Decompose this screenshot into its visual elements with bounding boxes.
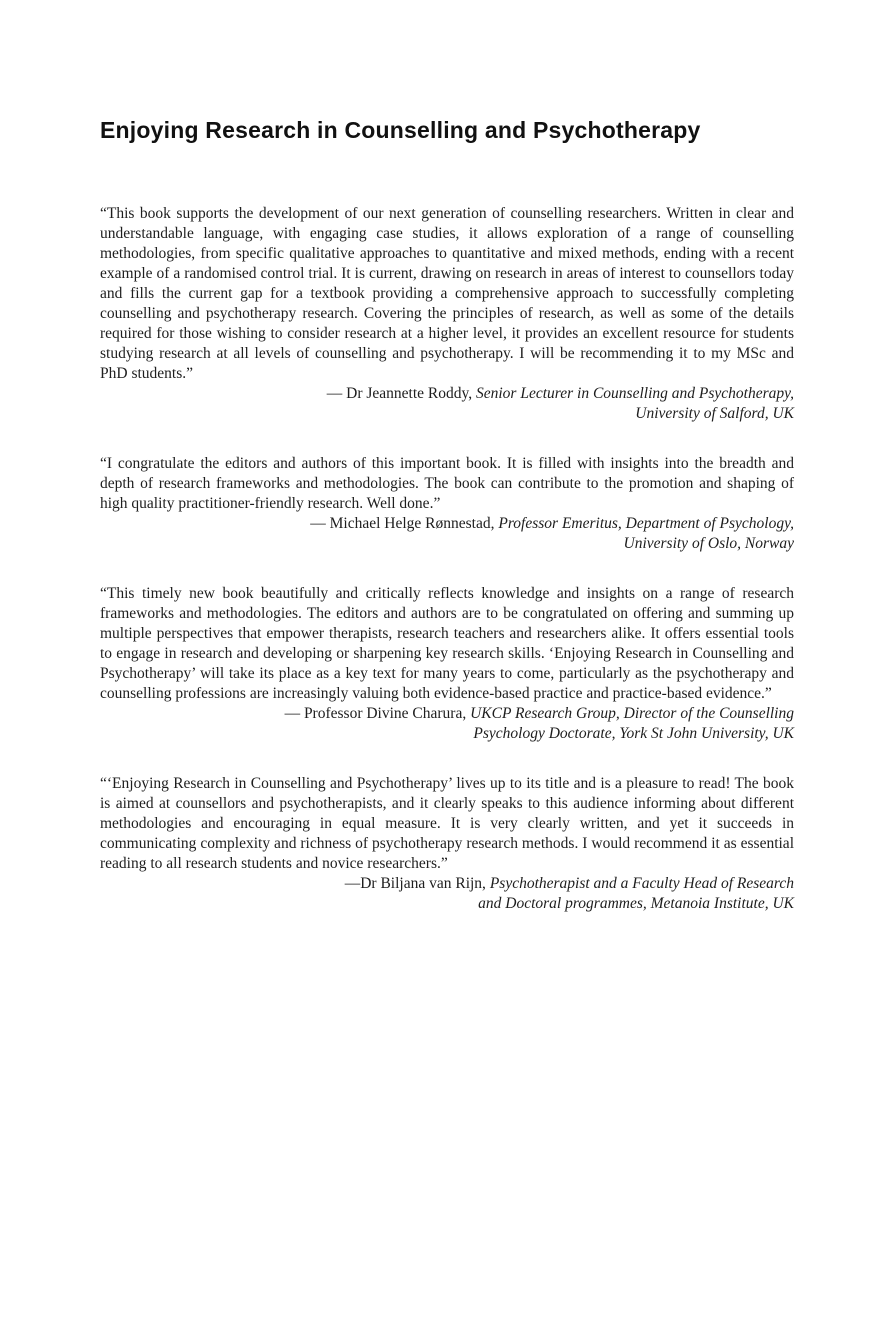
endorsement-attribution [100, 704, 794, 744]
endorsement-block-4 [100, 774, 794, 914]
attribution-name: — Dr Jeannette Roddy, [326, 385, 473, 402]
endorsement-quote: “‘Enjoying Research in Counselling and Psychotherapy’ lives up to its title and is a pleasure to read! The book is aimed at counsellors and psychotherapists, and it clearly speaks to this audience informing about different methodologies and encouraging in equal measure. It is very clearly written, and yet it succeeds in communicating complexity and richness of psychotherapy research methods. I would recommend it as essential reading to all research students and novice researchers.” [100, 775, 794, 872]
endorsement-quote: “This book supports the development of our next generation of counselling researchers. Written in clear and understandable language, with engaging case studies, it allows exploration of a range of counselling methodologies, from specific qualitative approaches to quantitative and mixed methods, ending with a recent example of a randomised control trial. It is current, drawing on research in areas of interest to counsellors today and fills the current gap for a textbook providing a comprehensive approach to successfully completing counselling and psychotherapy research. Covering the principles of research, as well as some of the details required for those wishing to consider research at a higher level, it provides an excellent resource for students studying research at all levels of counselling and psychotherapy. I will be recommending it to my MSc and PhD students.” [100, 205, 794, 382]
attribution-name: — Michael Helge Rønnestad, [310, 515, 495, 532]
attribution-role-line2: University of Oslo, Norway [623, 535, 794, 552]
endorsement-quote: “This timely new book beautifully and critically reflects knowledge and insights on a range of research frameworks and methodologies. The editors and authors are to be congratulated on offering and summing up multiple perspectives that empower therapists, research teachers and researchers alike. It offers essential tools to engage in research and developing or sharpening key research skills. ‘Enjoying Research in Counselling and Psychotherapy’ will take its place as a key text for many years to come, particularly as the psychotherapy and counselling professions are increasingly valuing both evidence-based practice and practice-based evidence.” [100, 585, 794, 702]
endorsement-quote: “I congratulate the editors and authors of this important book. It is filled with insights into the breadth and depth of research frameworks and methodologies. The book can contribute to the promotion and shaping of high quality practitioner-friendly research. Well done.” [100, 455, 794, 512]
attribution-role-line1: Psychotherapist and a Faculty Head of Research [489, 875, 794, 892]
endorsement-block-1 [100, 204, 794, 424]
attribution-role-line1: UKCP Research Group, Director of the Counselling [470, 705, 794, 722]
attribution-role-line2: Psychology Doctorate, York St John University, UK [473, 725, 794, 742]
page-title: Enjoying Research in Counselling and Psychotherapy [100, 117, 701, 143]
attribution-name: — Professor Divine Charura, [284, 705, 467, 722]
attribution-role-line2: and Doctoral programmes, Metanoia Institute, UK [478, 895, 794, 912]
endorsement-block-2 [100, 454, 794, 554]
attribution-role-line1: Professor Emeritus, Department of Psychology, [498, 515, 794, 532]
endorsement-attribution [100, 874, 794, 914]
attribution-role-line1: Senior Lecturer in Counselling and Psychotherapy, [476, 385, 794, 402]
attribution-role-line2: University of Salford, UK [635, 405, 794, 422]
attribution-name: —Dr Biljana van Rijn, [344, 875, 486, 892]
endorsement-attribution [100, 514, 794, 554]
endorsement-block-3 [100, 584, 794, 744]
endorsement-attribution [100, 384, 794, 424]
